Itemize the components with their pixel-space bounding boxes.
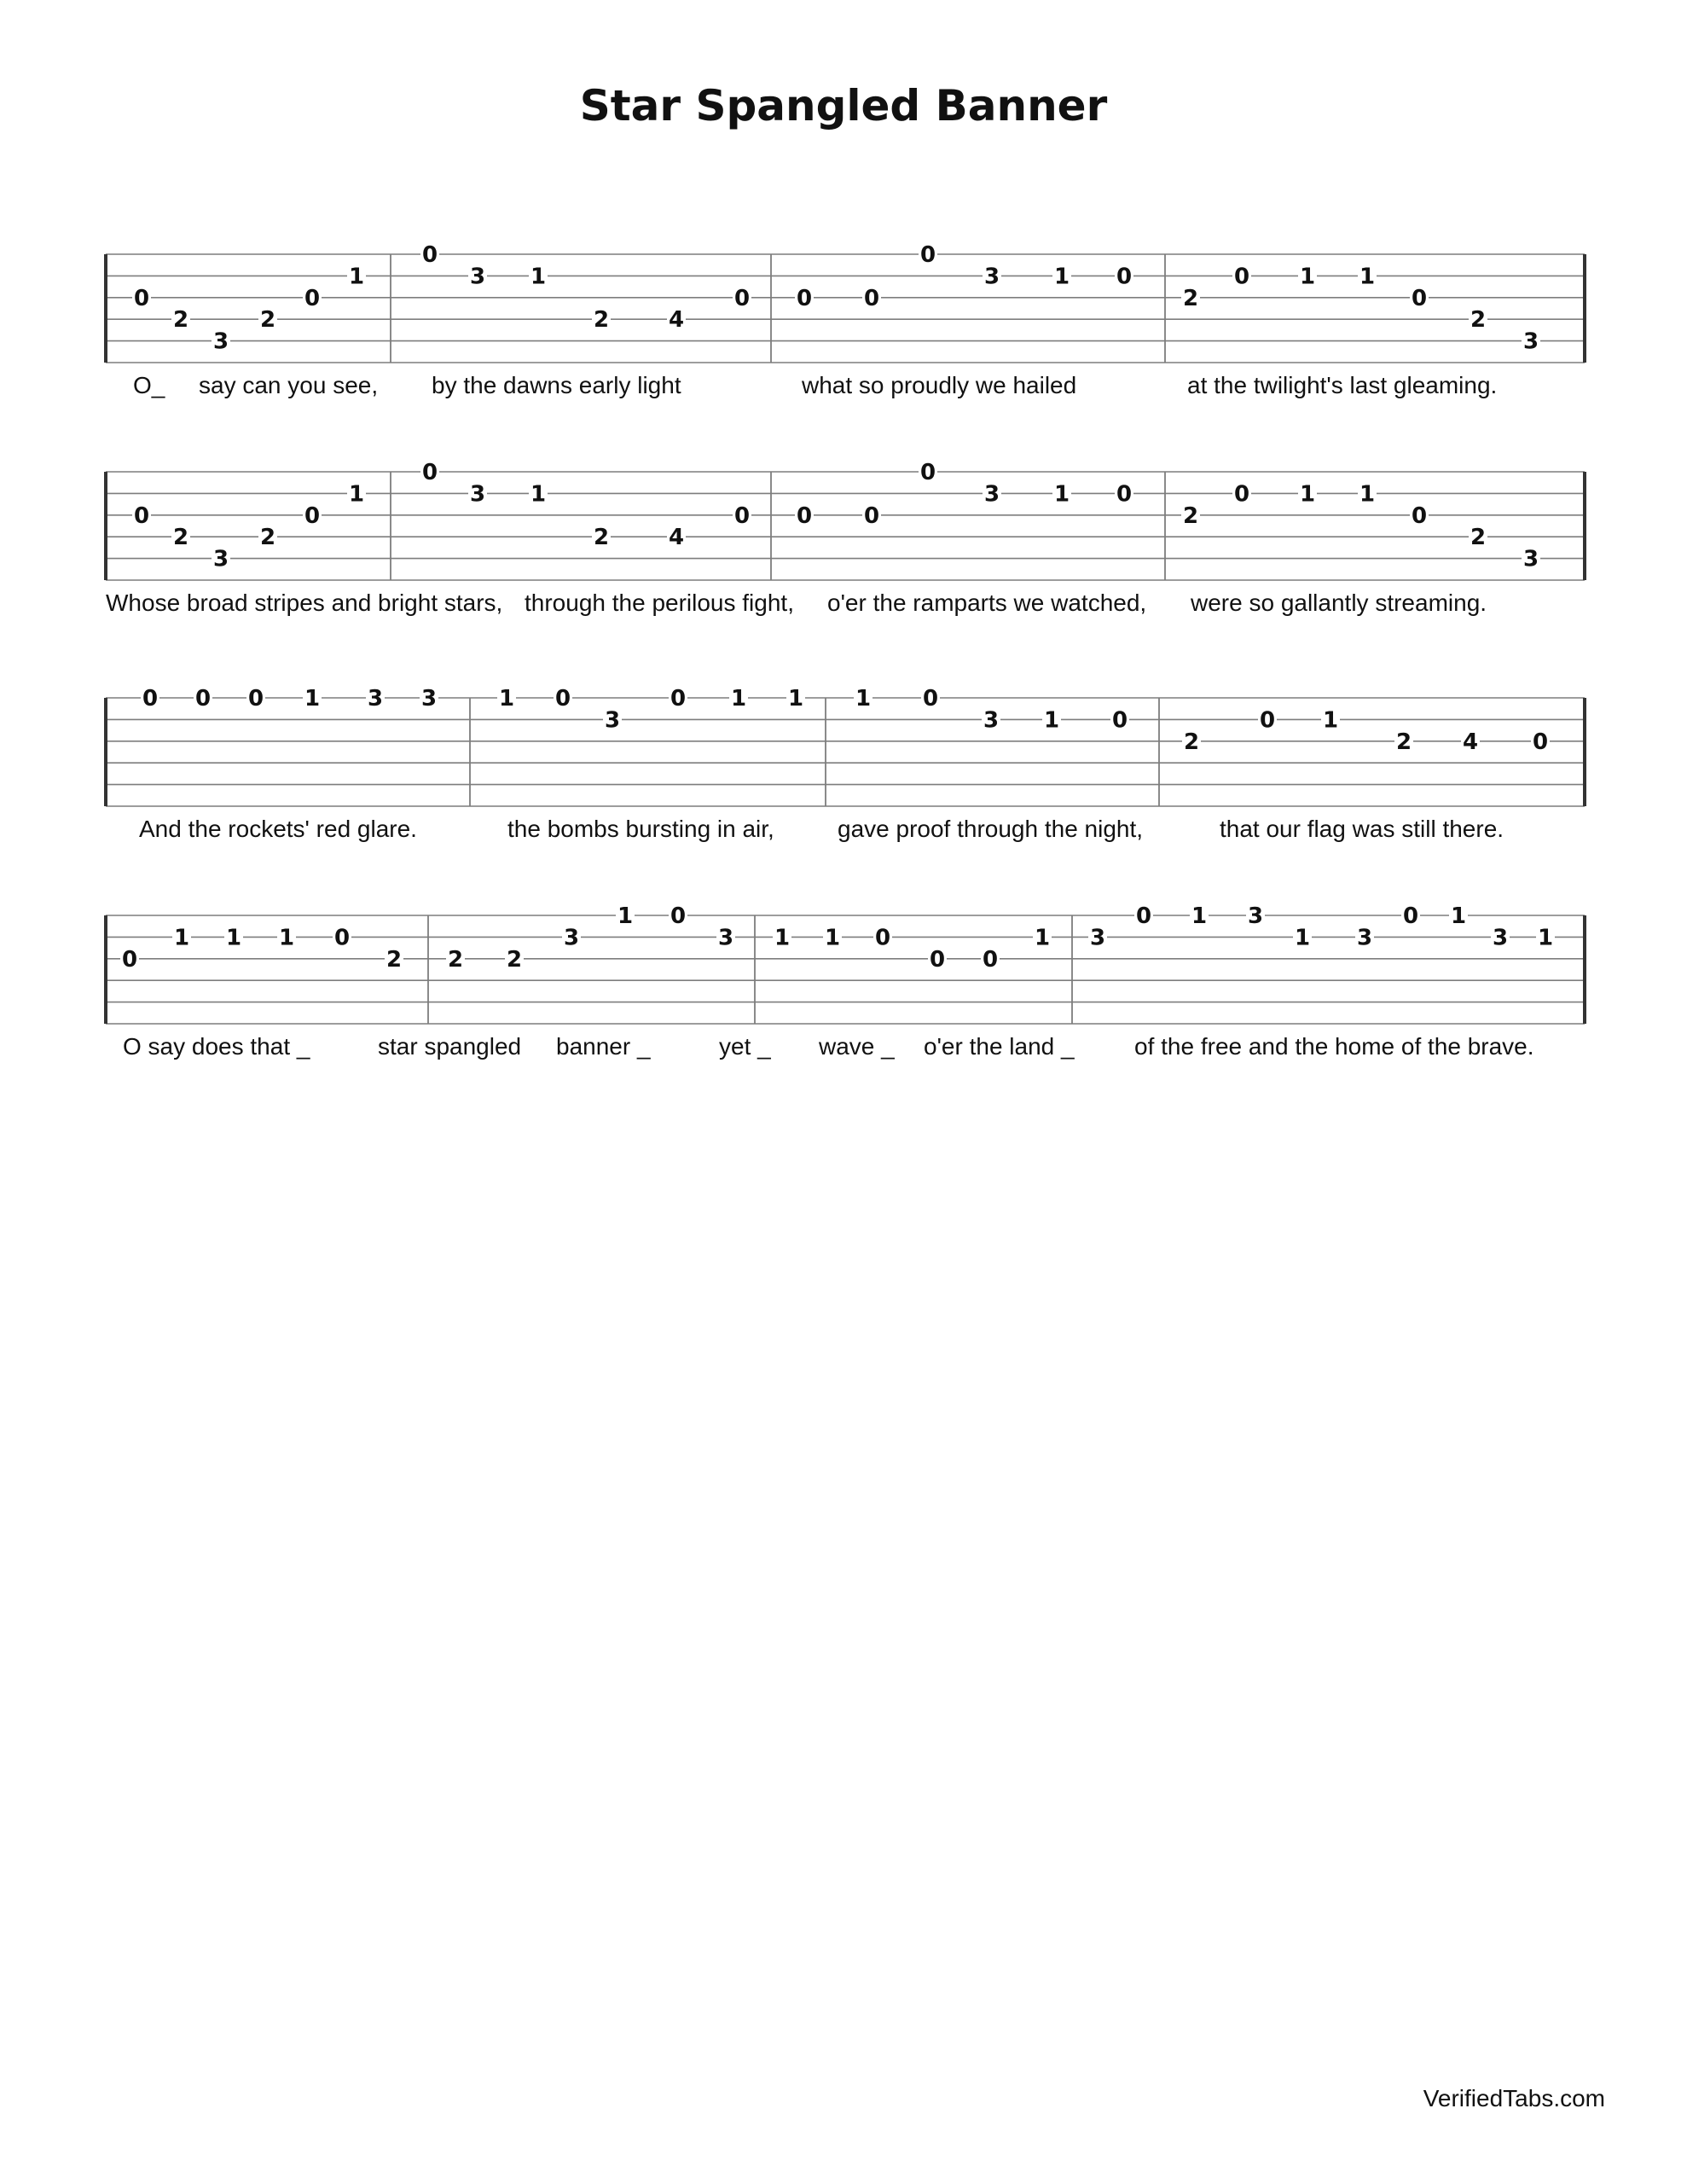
fret-number: 2 — [1395, 729, 1412, 755]
tab-note — [716, 925, 735, 950]
fret-number: 1 — [1053, 264, 1070, 290]
tab-note — [1531, 729, 1550, 755]
fret-number: 1 — [348, 481, 365, 508]
fret-number: 2 — [172, 525, 189, 551]
tab-note — [603, 707, 622, 733]
fret-number: 0 — [1116, 481, 1133, 508]
fret-number: 1 — [617, 903, 634, 929]
tab-note — [983, 481, 1001, 507]
fret-number: 1 — [1537, 925, 1554, 951]
lyric-text: And the rockets' red glare. — [139, 816, 417, 842]
fret-number: 2 — [447, 946, 464, 973]
fret-number: 3 — [983, 707, 1000, 734]
tab-note — [529, 481, 548, 507]
lyric-text: the bombs bursting in air, — [507, 816, 774, 842]
fret-number: 0 — [1116, 264, 1133, 290]
tab-note — [862, 503, 881, 529]
fret-number: 1 — [1191, 903, 1208, 929]
tab-note — [1410, 503, 1429, 529]
tab-note — [1232, 264, 1251, 289]
fret-number: 1 — [1322, 707, 1339, 734]
tab-note — [981, 947, 1000, 973]
fret-number: 0 — [247, 686, 264, 712]
tab-note — [1536, 925, 1555, 950]
tab-note — [795, 286, 814, 311]
tab-note — [554, 686, 572, 712]
fret-number: 1 — [730, 686, 747, 712]
fret-number: 1 — [855, 686, 872, 712]
tab-note — [919, 460, 937, 485]
fret-number: 1 — [1053, 481, 1070, 508]
tab-note — [862, 286, 881, 311]
tab-note — [1469, 307, 1487, 333]
fret-number: 2 — [386, 946, 403, 973]
tab-note — [983, 264, 1001, 289]
fret-number: 1 — [1299, 481, 1316, 508]
fret-number: 0 — [304, 285, 321, 311]
tab-note — [468, 481, 487, 507]
tab-note — [333, 925, 351, 950]
lyric-text: o'er the ramparts we watched, — [827, 590, 1147, 616]
fret-number: 4 — [668, 525, 685, 551]
lyric-text: by the dawns early light — [432, 372, 681, 398]
fret-number: 1 — [1450, 903, 1467, 929]
tab-staff — [0, 684, 1687, 795]
fret-number: 0 — [1411, 285, 1428, 311]
lyric-text: star spangled — [378, 1033, 522, 1060]
lyric-text: O say does that _ — [123, 1033, 310, 1060]
fret-number: 2 — [259, 525, 276, 551]
tab-note — [729, 686, 748, 712]
fret-number: 0 — [333, 925, 351, 951]
lyric-text: of the free and the home of the brave. — [1134, 1033, 1534, 1060]
tab-note — [1232, 481, 1251, 507]
tab-note — [1246, 903, 1265, 929]
fret-number: 0 — [796, 502, 813, 529]
tab-note — [171, 307, 190, 333]
fret-number: 1 — [1359, 481, 1376, 508]
fret-number: 0 — [919, 242, 936, 268]
tab-note — [212, 547, 230, 572]
tab-note — [1190, 903, 1209, 929]
tab-note — [982, 707, 1000, 733]
tab-note — [420, 242, 439, 268]
fret-number: 3 — [1492, 925, 1509, 951]
fret-number: 1 — [774, 925, 791, 951]
tab-system-4 — [0, 902, 1687, 1072]
tab-note — [172, 925, 191, 950]
fret-number: 1 — [530, 481, 547, 508]
fret-number: 1 — [1294, 925, 1311, 951]
lyric-text: Whose broad stripes and bright stars, — [106, 590, 503, 616]
tab-note — [667, 307, 686, 333]
tab-note — [1258, 707, 1277, 733]
tab-note — [347, 481, 366, 507]
tab-note — [1401, 903, 1420, 929]
tab-system-1 — [0, 241, 1687, 411]
fret-number: 3 — [1089, 925, 1106, 951]
tab-note — [1522, 547, 1540, 572]
fret-number: 1 — [498, 686, 515, 712]
tab-staff — [0, 458, 1687, 572]
fret-number: 0 — [304, 502, 321, 529]
lyric-text: say can you see, — [199, 372, 379, 398]
tab-note — [141, 686, 159, 712]
tab-note — [277, 925, 296, 950]
fret-number: 3 — [983, 264, 1000, 290]
tab-note — [212, 329, 230, 355]
lyric-text: gave proof through the night, — [838, 816, 1144, 842]
fret-number: 0 — [1532, 729, 1549, 755]
tab-note — [1394, 729, 1413, 755]
tab-note — [1410, 286, 1429, 311]
fret-number: 2 — [1183, 729, 1200, 755]
tab-note — [1293, 925, 1312, 950]
tab-system-3 — [0, 684, 1687, 855]
fret-number: 0 — [1259, 707, 1276, 734]
tab-note — [1449, 903, 1468, 929]
tab-note — [420, 686, 438, 712]
fret-number: 0 — [863, 502, 880, 529]
tab-note — [795, 503, 814, 529]
lyric-text: banner _ — [556, 1033, 651, 1060]
tab-staff — [0, 902, 1687, 1013]
tab-note — [1134, 903, 1153, 929]
tab-note — [562, 925, 581, 950]
tab-note — [921, 686, 940, 712]
fret-number: 1 — [1034, 925, 1051, 951]
fret-number: 1 — [824, 925, 841, 951]
fret-number: 2 — [1470, 307, 1487, 334]
tab-note — [667, 525, 686, 550]
page-title: Star Spangled Banner — [579, 81, 1108, 131]
tab-note — [733, 503, 751, 529]
tab-note — [919, 242, 937, 268]
tab-note — [1052, 264, 1071, 289]
tab-note — [1298, 481, 1317, 507]
tab-note — [1358, 264, 1377, 289]
fret-number: 3 — [469, 481, 486, 508]
fret-number: 4 — [668, 307, 685, 334]
fret-number: 4 — [1462, 729, 1479, 755]
tab-note — [823, 925, 842, 950]
fret-number: 3 — [367, 686, 384, 712]
fret-number: 0 — [929, 946, 946, 973]
fret-number: 2 — [1182, 502, 1199, 529]
fret-number: 1 — [530, 264, 547, 290]
tab-note — [1088, 925, 1107, 950]
tab-note — [1042, 707, 1061, 733]
lyric-text: yet _ — [719, 1033, 771, 1060]
fret-number: 1 — [787, 686, 804, 712]
fret-number: 3 — [604, 707, 621, 734]
tab-note — [420, 460, 439, 485]
fret-number: 1 — [225, 925, 242, 951]
fret-number: 2 — [172, 307, 189, 334]
tab-note — [468, 264, 487, 289]
fret-number: 0 — [1233, 264, 1250, 290]
fret-number: 3 — [212, 328, 229, 355]
tab-note — [669, 903, 687, 929]
fret-number: 3 — [1356, 925, 1373, 951]
fret-number: 0 — [919, 460, 936, 485]
tab-note — [592, 525, 611, 550]
fret-number: 3 — [717, 925, 734, 951]
tab-note — [258, 525, 277, 550]
fret-number: 1 — [348, 264, 365, 290]
fret-number: 0 — [863, 285, 880, 311]
fret-number: 0 — [733, 285, 751, 311]
fret-number: 2 — [1182, 285, 1199, 311]
fret-number: 0 — [1402, 903, 1419, 929]
tab-note — [854, 686, 872, 712]
tab-note — [1461, 729, 1480, 755]
tab-note — [246, 686, 265, 712]
fret-number: 0 — [1233, 481, 1250, 508]
tab-note — [733, 286, 751, 311]
fret-number: 0 — [142, 686, 159, 712]
fret-number: 2 — [1470, 525, 1487, 551]
lyric-text: wave _ — [819, 1033, 895, 1060]
fret-number: 1 — [1299, 264, 1316, 290]
tab-note — [1181, 503, 1200, 529]
lyric-text: at the twilight's last gleaming. — [1187, 372, 1498, 398]
footer-brand: VerifiedTabs.com — [1423, 2085, 1605, 2111]
tab-note — [224, 925, 243, 950]
fret-number: 0 — [554, 686, 571, 712]
lyric-text: through the perilous fight, — [525, 590, 794, 616]
fret-number: 1 — [173, 925, 190, 951]
fret-number: 0 — [1135, 903, 1152, 929]
fret-number: 0 — [1411, 502, 1428, 529]
tab-note — [786, 686, 805, 712]
tab-note — [592, 307, 611, 333]
fret-number: 0 — [922, 686, 939, 712]
fret-number: 0 — [874, 925, 891, 951]
tab-note — [1115, 264, 1133, 289]
tab-note — [132, 503, 151, 529]
fret-number: 3 — [212, 546, 229, 572]
fret-number: 0 — [1111, 707, 1128, 734]
tab-staff — [0, 241, 1687, 355]
fret-number: 3 — [563, 925, 580, 951]
fret-number: 0 — [733, 502, 751, 529]
tab-note — [171, 525, 190, 550]
lyric-text: what so proudly we hailed — [802, 372, 1077, 398]
tab-system-2 — [0, 458, 1687, 629]
tab-note — [303, 503, 322, 529]
tab-note — [505, 947, 524, 973]
fret-number: 0 — [421, 460, 438, 485]
tab-note — [120, 947, 139, 973]
tab-note — [616, 903, 635, 929]
fret-number: 3 — [420, 686, 438, 712]
fret-number: 1 — [304, 686, 321, 712]
tab-note — [1182, 729, 1201, 755]
fret-number: 3 — [469, 264, 486, 290]
fret-number: 2 — [593, 525, 610, 551]
fret-number: 1 — [1043, 707, 1060, 734]
fret-number: 1 — [1359, 264, 1376, 290]
tab-note — [1181, 286, 1200, 311]
tab-note — [1321, 707, 1340, 733]
tab-note — [1052, 481, 1071, 507]
tab-note — [132, 286, 151, 311]
tab-note — [366, 686, 385, 712]
tab-note — [303, 286, 322, 311]
tab-note — [873, 925, 892, 950]
tab-note — [1298, 264, 1317, 289]
tab-note — [446, 947, 465, 973]
tab-note — [773, 925, 791, 950]
fret-number: 0 — [670, 686, 687, 712]
fret-number: 3 — [1522, 546, 1539, 572]
tab-note — [1115, 481, 1133, 507]
tab-note — [928, 947, 947, 973]
tab-note — [1355, 925, 1374, 950]
tab-note — [529, 264, 548, 289]
fret-number: 0 — [133, 502, 150, 529]
fret-number: 0 — [121, 946, 138, 973]
tab-note — [194, 686, 212, 712]
tab-note — [258, 307, 277, 333]
fret-number: 0 — [133, 285, 150, 311]
tab-note — [303, 686, 322, 712]
tab-note — [1358, 481, 1377, 507]
fret-number: 0 — [796, 285, 813, 311]
fret-number: 3 — [1247, 903, 1264, 929]
tab-note — [1110, 707, 1129, 733]
fret-number: 2 — [506, 946, 523, 973]
tab-note — [669, 686, 687, 712]
fret-number: 0 — [982, 946, 999, 973]
fret-number: 1 — [278, 925, 295, 951]
lyric-text: o'er the land _ — [924, 1033, 1075, 1060]
fret-number: 0 — [421, 242, 438, 268]
tab-note — [1491, 925, 1510, 950]
tab-note — [1469, 525, 1487, 550]
fret-number: 3 — [983, 481, 1000, 508]
fret-number: 2 — [259, 307, 276, 334]
tab-note — [385, 947, 403, 973]
fret-number: 3 — [1522, 328, 1539, 355]
tab-note — [347, 264, 366, 289]
fret-number: 0 — [670, 903, 687, 929]
tab-note — [1522, 329, 1540, 355]
lyric-text: that our flag was still there. — [1220, 816, 1504, 842]
tab-note — [497, 686, 516, 712]
lyric-text: were so gallantly streaming. — [1191, 590, 1487, 616]
fret-number: 2 — [593, 307, 610, 334]
tab-note — [1033, 925, 1052, 950]
fret-number: 0 — [194, 686, 212, 712]
lyric-text: O_ — [133, 372, 165, 398]
